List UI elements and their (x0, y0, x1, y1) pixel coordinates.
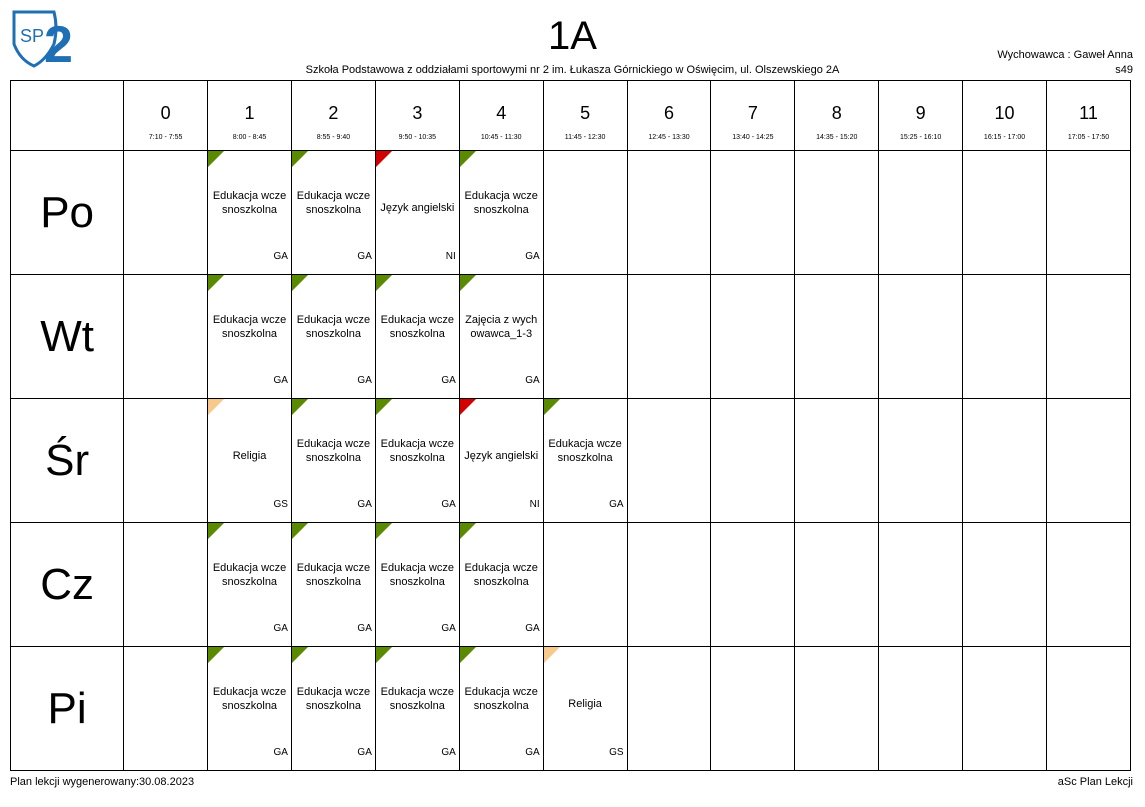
lesson-cell (375, 523, 459, 647)
empty-cell (711, 647, 795, 771)
subject-color-marker (208, 647, 224, 663)
subject-color-marker (376, 647, 392, 663)
empty-cell (879, 151, 963, 275)
lesson-teacher: GA (525, 623, 540, 634)
lesson-subject: Edukacja wczesnoszkolna (464, 686, 538, 712)
empty-cell (1047, 647, 1131, 771)
lesson-teacher: GA (357, 375, 372, 386)
period-time: 14:35 - 15:20 (816, 134, 858, 141)
empty-cell (963, 151, 1047, 275)
subject-color-marker (460, 523, 476, 539)
empty-cell (1047, 399, 1131, 523)
empty-cell (543, 523, 627, 647)
lesson-subject: Edukacja wczesnoszkolna (464, 190, 538, 216)
subject-color-marker (460, 275, 476, 291)
day-label: Po (11, 151, 124, 275)
subject-color-marker (208, 399, 224, 415)
room-label: s49 (1115, 64, 1133, 76)
period-number: 1 (244, 103, 255, 123)
period-header (124, 81, 208, 151)
subject-color-marker (292, 647, 308, 663)
empty-cell (711, 275, 795, 399)
lesson-subject: Edukacja wczesnoszkolna (212, 562, 287, 588)
timetable-grid (10, 80, 1131, 771)
period-number: 4 (496, 103, 507, 123)
lesson-teacher: GA (357, 623, 372, 634)
period-time: 16:15 - 17:00 (983, 134, 1026, 141)
day-label: Pi (11, 647, 124, 771)
lesson-teacher: GA (273, 375, 288, 386)
lesson-subject: Zajęcia z wychowawca_1-3 (465, 314, 538, 340)
lesson-teacher: GA (441, 747, 456, 758)
page-title: 1A (548, 14, 597, 58)
lesson-cell (291, 399, 375, 523)
period-time: 9:50 - 10:35 (398, 134, 436, 141)
period-time: 11:45 - 12:30 (564, 134, 606, 141)
software-brand: aSc Plan Lekcji (1057, 776, 1133, 788)
lesson-teacher: GS (609, 747, 624, 758)
empty-cell (963, 523, 1047, 647)
empty-cell (124, 151, 208, 275)
lesson-cell (459, 151, 543, 275)
lesson-subject: Edukacja wczesnoszkolna (380, 314, 454, 340)
period-header (795, 81, 879, 151)
lesson-teacher: GA (441, 623, 456, 634)
period-time: 12:45 - 13:30 (648, 134, 690, 141)
empty-cell (711, 523, 795, 647)
lesson-teacher: GS (273, 499, 288, 510)
empty-cell (124, 647, 208, 771)
empty-cell (1047, 151, 1131, 275)
period-header (711, 81, 795, 151)
subject-color-marker (376, 275, 392, 291)
day-row (11, 647, 1131, 771)
lesson-subject: Edukacja wczesnoszkolna (296, 686, 371, 712)
lesson-teacher: GA (357, 251, 372, 262)
empty-cell (963, 647, 1047, 771)
period-header (879, 81, 963, 151)
empty-cell (627, 647, 711, 771)
logo-number: 2 (44, 16, 73, 70)
lesson-subject: Język angielski (464, 450, 539, 462)
subject-color-marker (544, 647, 560, 663)
period-number: 2 (328, 103, 339, 123)
lesson-subject: Edukacja wczesnoszkolna (212, 190, 287, 216)
lesson-subject: Edukacja wczesnoszkolna (296, 438, 371, 464)
corner-cell (11, 81, 124, 151)
period-number: 7 (747, 103, 758, 123)
period-header (543, 81, 627, 151)
empty-cell (543, 151, 627, 275)
empty-cell (879, 523, 963, 647)
lesson-teacher: GA (357, 747, 372, 758)
empty-cell (795, 399, 879, 523)
day-row (11, 523, 1131, 647)
period-header (627, 81, 711, 151)
lesson-subject: Religia (568, 698, 602, 710)
subject-color-marker (460, 647, 476, 663)
subject-color-marker (292, 399, 308, 415)
empty-cell (124, 523, 208, 647)
lesson-subject: Religia (232, 450, 267, 462)
period-header (963, 81, 1047, 151)
period-number: 3 (412, 103, 423, 123)
lesson-cell (459, 399, 543, 523)
lesson-subject: Edukacja wczesnoszkolna (380, 438, 454, 464)
lesson-subject: Edukacja wczesnoszkolna (380, 686, 454, 712)
lesson-cell (543, 399, 627, 523)
day-label: Cz (11, 523, 124, 647)
period-number: 8 (831, 103, 842, 123)
lesson-subject: Edukacja wczesnoszkolna (296, 190, 371, 216)
period-header-row (11, 81, 1131, 151)
lesson-cell (208, 647, 292, 771)
lesson-teacher: GA (525, 747, 540, 758)
period-time: 8:55 - 9:40 (316, 134, 351, 141)
class-teacher: Wychowawca : Gaweł Anna (997, 49, 1133, 61)
empty-cell (627, 151, 711, 275)
empty-cell (963, 399, 1047, 523)
subject-color-marker (292, 275, 308, 291)
subject-color-marker (544, 399, 560, 415)
empty-cell (543, 275, 627, 399)
subject-color-marker (292, 151, 308, 167)
lesson-teacher: GA (525, 375, 540, 386)
empty-cell (1047, 275, 1131, 399)
day-label: Wt (11, 275, 124, 399)
empty-cell (627, 523, 711, 647)
empty-cell (795, 275, 879, 399)
day-row (11, 275, 1131, 399)
lesson-cell (208, 399, 292, 523)
lesson-teacher: GA (441, 499, 456, 510)
period-header (1047, 81, 1131, 151)
empty-cell (795, 647, 879, 771)
period-header (208, 81, 292, 151)
period-header (459, 81, 543, 151)
lesson-subject: Edukacja wczesnoszkolna (464, 562, 538, 588)
empty-cell (879, 275, 963, 399)
lesson-cell (375, 275, 459, 399)
period-time: 13:40 - 14:25 (732, 134, 774, 141)
lesson-cell (375, 647, 459, 771)
lesson-cell (208, 151, 292, 275)
empty-cell (879, 399, 963, 523)
lesson-cell (208, 523, 292, 647)
empty-cell (795, 151, 879, 275)
lesson-subject: Edukacja wczesnoszkolna (212, 686, 287, 712)
lesson-subject: Edukacja wczesnoszkolna (380, 562, 454, 588)
empty-cell (711, 399, 795, 523)
lesson-cell (459, 523, 543, 647)
lesson-cell (291, 275, 375, 399)
lesson-teacher: GA (525, 251, 540, 262)
period-time: 10:45 - 11:30 (480, 134, 522, 141)
period-header (291, 81, 375, 151)
empty-cell (963, 275, 1047, 399)
period-number: 5 (580, 103, 591, 123)
subject-color-marker (460, 151, 476, 167)
lesson-teacher: GA (273, 747, 288, 758)
empty-cell (711, 151, 795, 275)
empty-cell (1047, 523, 1131, 647)
lesson-cell (208, 275, 292, 399)
period-header (375, 81, 459, 151)
period-number: 11 (1079, 103, 1098, 123)
lesson-subject: Edukacja wczesnoszkolna (548, 438, 622, 464)
lesson-cell (291, 523, 375, 647)
lesson-subject: Edukacja wczesnoszkolna (296, 314, 371, 340)
period-time: 8:00 - 8:45 (232, 134, 267, 141)
subject-color-marker (292, 523, 308, 539)
lesson-teacher: NI (529, 499, 540, 510)
day-row (11, 399, 1131, 523)
lesson-teacher: GA (273, 623, 288, 634)
lesson-cell (291, 151, 375, 275)
school-name: Szkoła Podstawowa z oddziałami sportowymi nr 2 im. Łukasza Górnickiego w Oświęcim, ul. Olszewskiego 2A (305, 64, 840, 76)
lesson-subject: Język angielski (380, 202, 455, 214)
period-time: 15:25 - 16:10 (900, 134, 942, 141)
subject-color-marker (376, 399, 392, 415)
lesson-cell (375, 151, 459, 275)
empty-cell (795, 523, 879, 647)
lesson-subject: Edukacja wczesnoszkolna (212, 314, 287, 340)
lesson-teacher: GA (441, 375, 456, 386)
lesson-teacher: GA (273, 251, 288, 262)
day-label: Śr (11, 399, 124, 523)
lesson-cell (543, 647, 627, 771)
lesson-teacher: GA (357, 499, 372, 510)
period-number: 0 (160, 103, 171, 123)
lesson-cell (459, 647, 543, 771)
lesson-cell (291, 647, 375, 771)
subject-color-marker (376, 523, 392, 539)
subject-color-marker (208, 523, 224, 539)
subject-color-marker (208, 275, 224, 291)
empty-cell (879, 647, 963, 771)
lesson-cell (375, 399, 459, 523)
period-time: 17:05 - 17:50 (1067, 134, 1110, 141)
lesson-teacher: GA (609, 499, 624, 510)
empty-cell (627, 275, 711, 399)
period-number: 6 (663, 103, 674, 123)
empty-cell (124, 399, 208, 523)
empty-cell (627, 399, 711, 523)
logo-text: SP (20, 26, 45, 46)
period-number: 9 (915, 103, 926, 123)
lesson-subject: Edukacja wczesnoszkolna (296, 562, 371, 588)
subject-color-marker (460, 399, 476, 415)
day-row (11, 151, 1131, 275)
generated-date: Plan lekcji wygenerowany:30.08.2023 (10, 776, 195, 788)
subject-color-marker (376, 151, 392, 167)
period-time: 7:10 - 7:55 (148, 134, 183, 141)
lesson-teacher: NI (445, 251, 456, 262)
empty-cell (124, 275, 208, 399)
subject-color-marker (208, 151, 224, 167)
period-number: 10 (994, 103, 1015, 123)
lesson-cell (459, 275, 543, 399)
